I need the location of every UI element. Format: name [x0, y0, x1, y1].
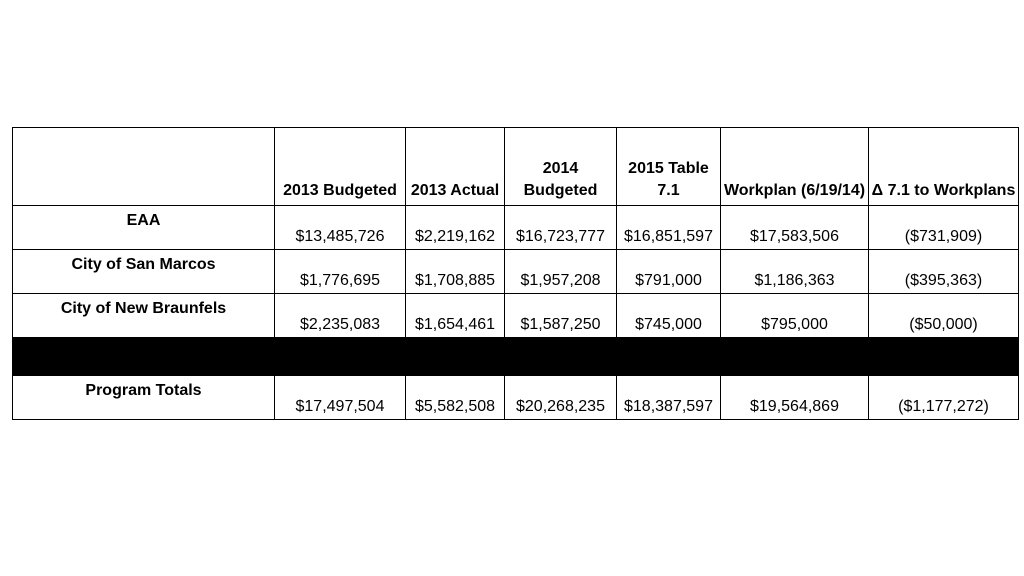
row-label: City of San Marcos — [13, 250, 275, 294]
cell-workplan: $17,583,506 — [721, 206, 869, 250]
totals-row — [13, 376, 1019, 420]
cell-2013-actual: $1,654,461 — [406, 294, 505, 338]
cell-delta: ($731,909) — [869, 206, 1019, 250]
totals-label: Program Totals — [13, 376, 275, 420]
cell-2013-budgeted: $2,235,083 — [275, 294, 406, 338]
header-2013-budgeted: 2013 Budgeted — [275, 128, 406, 206]
separator-cell — [721, 338, 869, 376]
row-label: City of New Braunfels — [13, 294, 275, 338]
separator-cell — [406, 338, 505, 376]
separator-cell — [869, 338, 1019, 376]
total-2014-budgeted: $20,268,235 — [505, 376, 617, 420]
separator-cell — [505, 338, 617, 376]
header-corner — [13, 128, 275, 206]
total-2015-table-7-1: $18,387,597 — [617, 376, 721, 420]
cell-2013-budgeted: $1,776,695 — [275, 250, 406, 294]
separator-cell — [13, 338, 275, 376]
header-2013-actual: 2013 Actual — [406, 128, 505, 206]
total-delta: ($1,177,272) — [869, 376, 1019, 420]
header-row — [13, 128, 1019, 206]
cell-2013-actual: $2,219,162 — [406, 206, 505, 250]
cell-delta: ($50,000) — [869, 294, 1019, 338]
cell-2015-table-7-1: $16,851,597 — [617, 206, 721, 250]
cell-2013-actual: $1,708,885 — [406, 250, 505, 294]
cell-2014-budgeted: $1,957,208 — [505, 250, 617, 294]
table-row — [13, 206, 1019, 250]
cell-2013-budgeted: $13,485,726 — [275, 206, 406, 250]
cell-2015-table-7-1: $745,000 — [617, 294, 721, 338]
total-2013-actual: $5,582,508 — [406, 376, 505, 420]
separator-cell — [617, 338, 721, 376]
cell-delta: ($395,363) — [869, 250, 1019, 294]
cell-workplan: $795,000 — [721, 294, 869, 338]
cell-workplan: $1,186,363 — [721, 250, 869, 294]
separator-row — [13, 338, 1019, 376]
row-label: EAA — [13, 206, 275, 250]
separator-cell — [275, 338, 406, 376]
cell-2015-table-7-1: $791,000 — [617, 250, 721, 294]
budget-table — [12, 127, 1019, 420]
table-row — [13, 250, 1019, 294]
table-row — [13, 294, 1019, 338]
total-workplan: $19,564,869 — [721, 376, 869, 420]
header-2015-table-7-1: 2015 Table 7.1 — [617, 128, 721, 206]
total-2013-budgeted: $17,497,504 — [275, 376, 406, 420]
header-workplan: Workplan (6/19/14) — [721, 128, 869, 206]
cell-2014-budgeted: $16,723,777 — [505, 206, 617, 250]
header-delta-7-1-to-workplans: Δ 7.1 to Workplans — [869, 128, 1019, 206]
cell-2014-budgeted: $1,587,250 — [505, 294, 617, 338]
header-2014-budgeted: 2014 Budgeted — [505, 128, 617, 206]
